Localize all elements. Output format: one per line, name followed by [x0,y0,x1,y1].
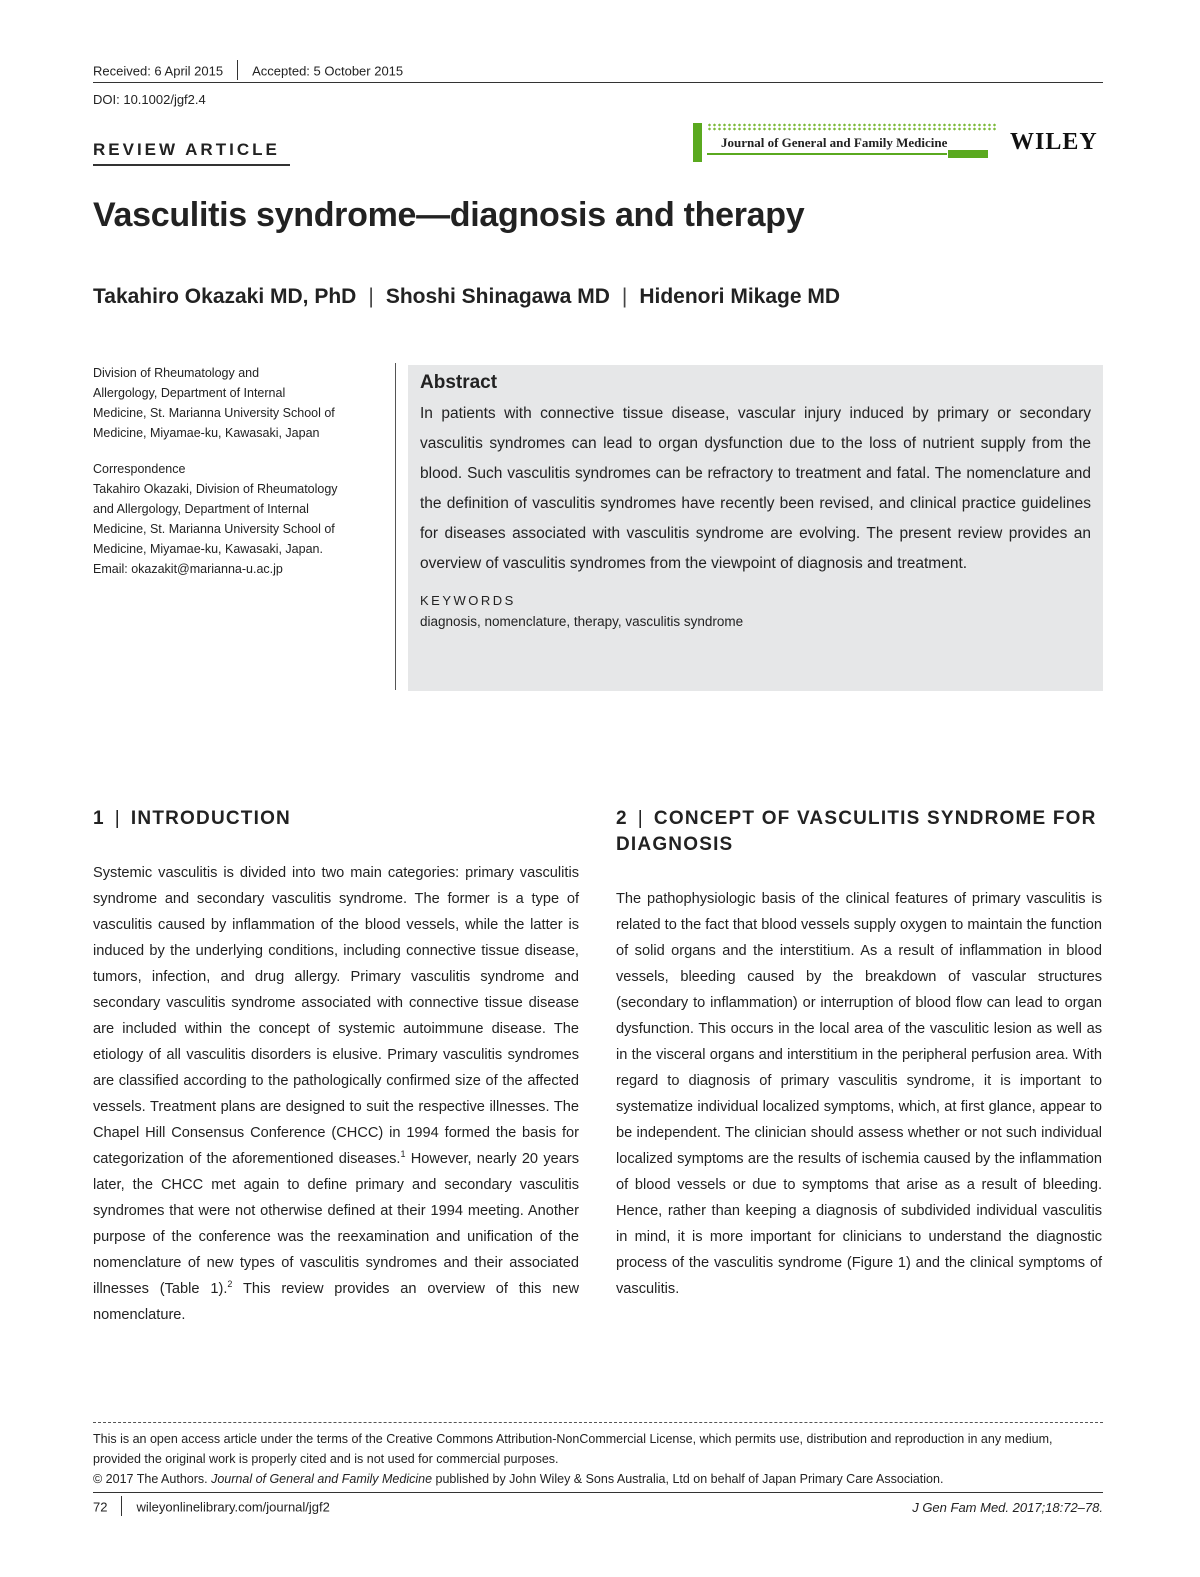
copyright-line [93,1469,1103,1489]
article-type: REVIEW ARTICLE [93,140,280,159]
author-separator: | [621,285,628,308]
correspondence-heading: Correspondence [93,462,186,476]
section-number: 1 [93,808,105,829]
article-dates [93,62,403,82]
page-number: 72 [93,1499,108,1515]
affiliation-line: Allergology, Department of Internal [93,386,286,400]
affiliation-line: Medicine, St. Marianna University School of [93,406,335,420]
footer-divider [121,1496,122,1516]
section-1-heading [93,806,583,832]
section-2-heading [616,806,1106,858]
date-divider [237,60,238,80]
footer-dashed-rule [93,1422,1103,1423]
page-footer [93,1498,330,1518]
correspondence-line: Medicine, St. Marianna University School of [93,522,335,536]
author-list [93,285,840,309]
journal-url[interactable]: wileyonlinelibrary.com/journal/jgf2 [136,1499,330,1515]
publisher-logo: WILEY [1010,129,1098,155]
journal-logo-title: Journal of General and Family Medicine [721,135,948,150]
copyright-journal: Journal of General and Family Medicine [211,1472,433,1486]
doi[interactable]: DOI: 10.1002/jgf2.4 [93,92,206,107]
section-separator: | [637,808,644,829]
correspondence-line: Takahiro Okazaki, Division of Rheumatology [93,482,338,496]
affiliation-line: Medicine, Miyamae-ku, Kawasaki, Japan [93,426,320,440]
keywords-heading: KEYWORDS [420,593,516,608]
section-separator: | [114,808,121,829]
section-number: 2 [616,808,628,829]
body-text: Systemic vasculitis is divided into two main categories: primary vasculitis syndrome and secondary vasculitis syndrome. The former is a type of vasculitis caused by inflammation of the blood vessels, while the latter is induced by the underlying conditions, including connective tissue disease, tumors, infection, and drug allergy. Primary vasculitis syndrome and secondary vasculitis syndrome associated with connective tissue disease are included within the concept of systemic autoimmune disease. The etiology of all vasculitis disorders is elusive. Primary vasculitis syndromes are classified according to the pathologically confirmed size of the affected vessels. Treatment plans are designed to suit the respective illnesses. The Chapel Hill Consensus Conference (CHCC) in 1994 formed the basis for categorization of the aforementioned diseases. [93,865,579,1167]
abstract-body: In patients with connective tissue disease, vascular injury induced by primary or secondary vasculitis syndromes can lead to organ dysfunction due to the loss of nutrient supply from the blood. Such vasculitis syndromes can be refractory to treatment and fatal. The nomenclature and the definition of vasculitis syndromes have recently been revised, and clinical practice guidelines for diseases associated with vasculitis syndrome are evolving. The present review provides an overview of vasculitis syndromes from the viewpoint of diagnosis and treatment. [420,405,1091,572]
column-divider [395,363,396,690]
author-2: Shoshi Shinagawa MD [385,285,610,308]
keywords-list: diagnosis, nomenclature, therapy, vasculitis syndrome [420,614,744,629]
section-title: INTRODUCTION [130,808,291,829]
logo-green-bar [693,123,702,162]
abstract-heading: Abstract [420,372,498,393]
body-text: However, nearly 20 years later, the CHCC met again to define primary and secondary vasculitis syndromes that were not otherwise defined at their 1994 meeting. Another purpose of the conference was the reexamination and unification of the nomenclature of new types of vasculitis syndromes and their associated illnesses (Table 1). [93,1151,579,1297]
affiliation-block [93,363,378,579]
correspondence-email[interactable]: Email: okazakit@marianna-u.ac.jp [93,562,283,576]
section-1-body [93,860,579,1328]
article-type-underline [93,164,290,166]
citation: J Gen Fam Med. 2017;18:72–78. [912,1500,1103,1515]
article-title: Vasculitis syndrome—diagnosis and therapy [93,196,805,234]
header-rule [93,82,1103,83]
author-3: Hidenori Mikage MD [639,285,841,308]
received-date: Received: 6 April 2015 [93,63,224,79]
correspondence-line: Medicine, Miyamae-ku, Kawasaki, Japan. [93,542,323,556]
reference-1[interactable]: 1 [400,1149,406,1160]
logo-dot-pattern [707,123,996,131]
section-title: CONCEPT OF VASCULITIS SYNDROME FOR DIAGNOSIS [616,808,1097,855]
copyright-suffix: published by John Wiley & Sons Australia, Ltd on behalf of Japan Primary Care Association. [432,1472,944,1486]
reference-2[interactable]: 2 [227,1279,233,1290]
footer-rule [93,1492,1103,1493]
copyright-prefix: © 2017 The Authors. [93,1472,212,1486]
license-notice [93,1429,1103,1489]
section-2-body: The pathophysiologic basis of the clinical features of primary vasculitis is related to the fact that blood vessels supply oxygen to maintain the function of solid organs and the interstitium. As a result of inflammation in blood vessels, bleeding caused by the breakdown of vascular structures (secondary to inflammation) or interruption of blood flow can lead to organ dysfunction. This occurs in the local area of the vasculitic lesion as well as in the visceral organs and interstitium in the peripheral perfusion area. With regard to diagnosis of primary vasculitis syndrome, it is important to systematize individual localized symptoms, which, at first glance, appear to be independent. The clinician should assess whether or not such individual localized symptoms are the results of ischemia caused by the inflammation of blood vessels or due to symptoms that arise as a result of bleeding. Hence, rather than keeping a diagnosis of subdivided individual vasculitis in mind, it is more important for clinicians to understand the diagnostic process of the vasculitis syndrome (Figure 1) and the clinical symptoms of vasculitis. [616,891,1102,1297]
journal-logo [693,123,996,162]
license-text: This is an open access article under the terms of the Creative Commons Attribution-NonCommercial License, which permits use, distribution and reproduction in any medium, provided the original work is properly cited and is not used for commercial purposes. [93,1432,1053,1466]
logo-underline [707,153,947,155]
author-separator: | [368,285,374,308]
abstract-box [408,365,1103,691]
logo-tag [948,150,988,158]
body-text: This review provides an overview of this new nomenclature. [93,1281,579,1323]
affiliation-line: Division of Rheumatology and [93,366,260,380]
author-1: Takahiro Okazaki MD, PhD [93,285,357,308]
correspondence-line: and Allergology, Department of Internal [93,502,309,516]
accepted-date: Accepted: 5 October 2015 [252,63,404,79]
